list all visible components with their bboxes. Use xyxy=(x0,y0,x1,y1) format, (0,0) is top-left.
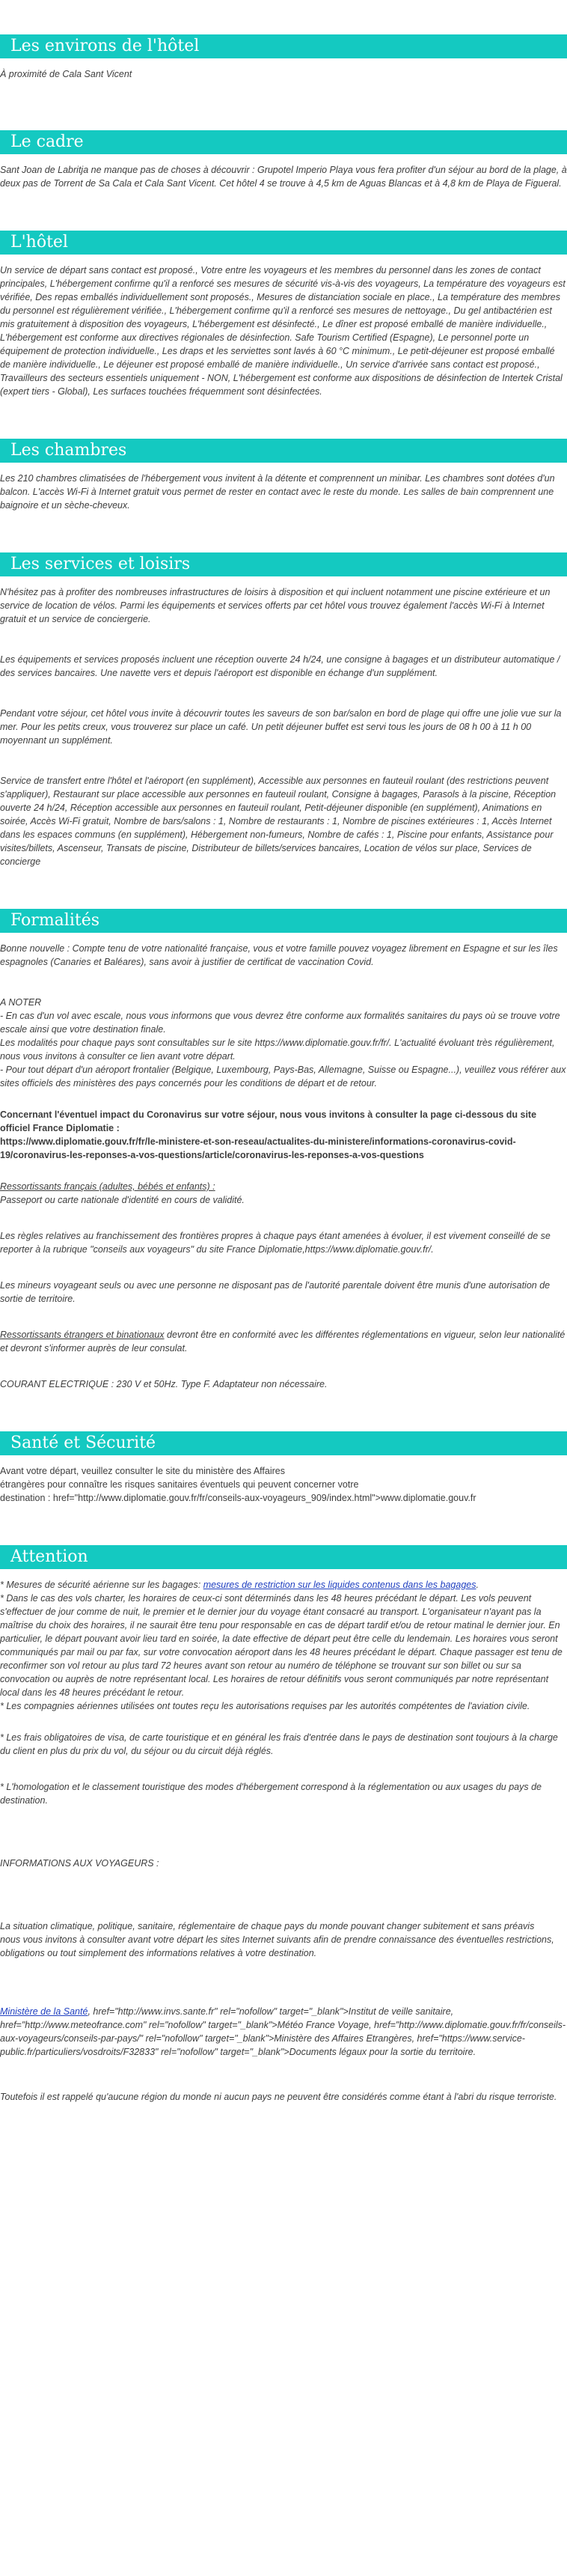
section-chambres xyxy=(0,409,567,512)
paragraph: Bonne nouvelle : Compte tenu de votre nationalité française, vous et votre famille pouvez voyagez librement en Espagne et sur les îles espagnoles (Canaries et Baléares), sans avoir à justifier de certificat de vaccination Covid. xyxy=(0,943,558,967)
paragraph: Les mineurs voyageant seuls ou avec une personne ne disposant pas de l'autorité parentale doivent être munis d'une autorisation de sortie de territoire. xyxy=(0,1280,551,1304)
paragraph: Pendant votre séjour, cet hôtel vous invite à découvrir toutes les saveurs de son bar/salon en bord de plage qui offre une jolie vue sur la mer. Pour les petits creux, vous trouverez sur place un café. Un petit déjeuner buffet est servi tous les jours de 08 h 00 à 11 h 00 moyennant un supplément. xyxy=(0,708,562,746)
paragraph: * L'homologation et le classement touristique des modes d'hébergement correspond à la réglementation ou aux usages du pays de destination. xyxy=(0,1782,542,1806)
paragraph: À proximité de Cala Sant Vicent xyxy=(0,69,132,79)
paragraph: Un service de départ sans contact est proposé., Votre entre les voyageurs et les membres du personnel dans les zones de contact principales, L'hébergement confirme qu'il a renforcé ses mesures de sécurité vis-à-vis des voyageurs, La température des voyageurs est vérifiée, Des repas emballés individuellement sont proposés., Mesures de distanciation sociale en place., La température des membres du personnel est régulièrement vérifiée., L'hébergement confirme qu'il a renforcé ses mesures de nettoyage., Du gel antibactérien est mis gratuitement à disposition des voyageurs, L'hébergement est désinfecté., Le dîner est proposé emballé de manière individuelle., L'hébergement est conforme aux directives régionales de désinfection. Safe Tourism Certified (Espagne), Le personnel porte un équipement de protection individuelle., Les draps et les serviettes sont lavés à 60 °C minimum., Le petit-déjeuner est proposé emballé de manière individuelle., Le déjeuner est proposé emballé de manière individuelle., Un service d'arrivée sans contact est proposé., Travailleurs des secteurs essentiels uniquement - NON, L'hébergement est conforme aux dispositions de désinfection de Intertek Cristal (expert tiers - Global), Les surfaces touchées fréquemment sont désinfectées. xyxy=(0,265,566,397)
section-body xyxy=(0,1578,567,2104)
section-body xyxy=(0,942,567,1391)
paragraph: Les règles relatives au franchissement des frontières propres à chaque pays étant amenées à évoluer, il est vivement conseillé de se reporter à la rubrique "conseils aux voyageurs" du site France Diplomatie,https://www.diplomatie.gouv.fr/. xyxy=(0,1231,551,1255)
paragraph: La situation climatique, politique, sanitaire, réglementaire de chaque pays du monde pouvant changer subitement et sans préavis nous vous invitons à consulter avant votre départ les sites Internet suivants afin de prendre connaissance des éventuelles restrictions, obligations ou tout simplement des informations relatives à votre destination. xyxy=(0,1921,554,1958)
paragraph: Passeport ou carte nationale d'identité en cours de validité. xyxy=(0,1195,245,1205)
section-cadre xyxy=(0,91,567,190)
section-body xyxy=(0,1464,567,1505)
section-title: Attention xyxy=(0,1545,567,1569)
nationals-heading: Ressortissants étrangers et binationaux xyxy=(0,1330,165,1340)
section-title: Les environs de l'hôtel xyxy=(0,34,567,58)
paragraph: A NOTER - En cas d'un vol avec escale, nous vous informons que vous devrez être conforme aux formalités sanitaires du pays où se trouve votre escale ainsi que votre destination finale. Les modalités pour chaque pays sont consultables sur le site https://www.diplomatie.gouv.fr/fr/. L'actualité évoluant très régulièrement, nous vous invitons à consulter ce lien avant votre départ. - Pour tout départ d'un aéroport frontalier (Belgique, Luxembourg, Pays-Bas, Allemagne, Suisse ou Espagne...), veuillez vous référer aux sites officiels des ministères des pays concernés pour les conditions de départ et de retour. xyxy=(0,997,566,1088)
section-title: L'hôtel xyxy=(0,231,567,255)
paragraph xyxy=(0,1328,567,1355)
section-title: Les chambres xyxy=(0,439,567,463)
section-attention xyxy=(0,1515,567,2104)
section-body xyxy=(0,264,567,398)
paragraph: N'hésitez pas à profiter des nombreuses infrastructures de loisirs à disposition et qui incluent notamment une piscine extérieure et un service de location de vélos. Parmi les équipements et services offerts par cet hôtel vous trouvez également l'accès Wi-Fi à Internet gratuit et un service de conciergerie. xyxy=(0,587,551,624)
section-title: Les services et loisirs xyxy=(0,552,567,576)
ministere-sante-link[interactable]: Ministère de la Santé xyxy=(0,2006,88,2017)
section-title: Santé et Sécurité xyxy=(0,1431,567,1455)
paragraph: Les 210 chambres climatisées de l'hébergement vous invitent à la détente et comprennent un minibar. Les chambres sont dotées d'un balcon. L'accès Wi-Fi à Internet gratuit vous permet de rester en contact avec le reste du monde. Les salles de bain comprennent une baignoire et un sèche-cheveux. xyxy=(0,473,555,511)
paragraph: Service de transfert entre l'hôtel et l'aéroport (en supplément), Accessible aux personnes en fauteuil roulant (des restrictions peuvent s'appliquer), Restaurant sur place accessible aux personnes en fauteuil roulant, Consigne à bagages, Parasols à la piscine, Réception ouverte 24 h/24, Réception accessible aux personnes en fauteuil roulant, Petit-déjeuner disponible (en supplément), Animations en soirée, Accès Wi-Fi gratuit, Nombre de bars/salons : 1, Nombre de restaurants : 1, Nombre de piscines extérieures : 1, Accès Internet dans les espaces communs (en supplément), Hébergement non-fumeurs, Nombre de cafés : 1, Piscine pour enfants, Assistance pour visites/billets, Ascenseur, Transats de piscine, Distributeur de billets/services bancaires, Location de vélos sur place, Services de concierge xyxy=(0,776,557,867)
paragraph: Toutefois il est rappelé qu'aucune région du monde ni aucun pays ne peuvent être considérés comme étant à l'abri du risque terroriste. xyxy=(0,2092,557,2102)
liquids-restriction-link[interactable]: mesures de restriction sur les liquides contenus dans les bagages xyxy=(203,1580,476,1590)
section-body xyxy=(0,163,567,190)
charter-text: . * Dans le cas des vols charter, les horaires de ceux-ci sont déterminés dans les 48 heures précédant le départ. Les vols peuvent s'effectuer de jour comme de nuit, le premier et le dernier jour du voyage étant consacré au transport. L'organisateur n'ayant pas la maîtrise du choix des horaires, il ne saurait être tenu pour responsable en cas de départ tardif et/ou de retour matinal le dernier jour. En particulier, le départ pouvant avoir lieu tard en soirée, la date effective de départ peut être celle du lendemain. Les horaires vous seront communiqués par mail ou par fax, sur votre convocation aéroport dans les 48 heures précédant le départ. Chaque passager est tenu de reconfirmer son vol retour au plus tard 72 heures avant son retour au numéro de téléphone se trouvant sur son billet ou sur sa convocation ou auprès de notre représentant local. Les horaires de retour définitifs vous seront communiqués par notre représentant local dans les 48 heures précédant le retour. * Les compagnies aériennes utilisées ont toutes reçu les autorisations requises par les autorités compétentes de l'aviation civile. xyxy=(0,1580,563,1711)
section-body xyxy=(0,472,567,512)
section-body xyxy=(0,585,567,868)
section-title: Le cadre xyxy=(0,130,567,154)
section-services xyxy=(0,523,567,868)
paragraph xyxy=(0,2005,567,2059)
section-hotel xyxy=(0,201,567,398)
paragraph: COURANT ELECTRIQUE : 230 V et 50Hz. Type F. Adaptateur non nécessaire. xyxy=(0,1379,328,1389)
section-body xyxy=(0,67,567,81)
paragraph: Concernant l'éventuel impact du Coronavirus sur votre séjour, nous vous invitons à consulter la page ci-dessous du site officiel France Diplomatie : https://www.diplomatie.gouv.fr/fr/le-ministere-et-son-reseau/actualites-du-ministere/informations-coronavirus-covid-19/coronavirus-les-reponses-a-vos-questions/article/coronavirus-les-reponses-a-vos-questions xyxy=(0,1109,537,1160)
paragraph xyxy=(0,1578,567,1713)
paragraph: Avant votre départ, veuillez consulter le site du ministère des Affaires étrangères pour connaître les risques sanitaires éventuels qui peuvent concerner votre destination : href="http://www.diplomatie.gouv.fr/fr/conseils-aux-voyageurs_909/index.html">www.diplomatie.gouv.fr xyxy=(0,1466,476,1503)
paragraph: Sant Joan de Labritja ne manque pas de choses à découvrir : Grupotel Imperio Playa vous fera profiter d'un séjour au bord de la plage, à deux pas de Torrent de Sa Cala et Cala Sant Vicent. Cet hôtel 4 se trouve à 4,5 km de Aguas Blancas et à 4,8 km de Playa de Figueral. xyxy=(0,165,567,189)
links-text: , href="http://www.invs.sante.fr" rel="nofollow" target="_blank">Institut de veille sanitaire, href="http://www.meteofrance.com" rel="nofollow" target="_blank">Météo France Voyage, href="http://www.diplomatie.gouv.fr/fr/conseils-aux-voyageurs/conseils-par-pays/" rel="nofollow" target="_blank">Ministère des Affaires Etrangères, href="https://www.service-public.fr/particuliers/vosdroits/F32833" rel="nofollow" target="_blank">Documents légaux pour la sortie du territoire. xyxy=(0,2006,566,2057)
paragraph: INFORMATIONS AUX VOYAGEURS : xyxy=(0,1858,159,1869)
paragraph: * Les frais obligatoires de visa, de carte touristique et en général les frais d'entrée dans le pays de destination sont toujours à la charge du client en plus du prix du vol, du séjour ou du circuit déjà réglés. xyxy=(0,1732,558,1756)
section-formalites xyxy=(0,879,567,1391)
paragraph: Les équipements et services proposés incluent une réception ouverte 24 h/24, une consigne à bagages et un distributeur automatique / des services bancaires. Une navette vers et depuis l'aéroport est disponible en échange d'un supplément. xyxy=(0,654,560,678)
section-sante xyxy=(0,1401,567,1505)
section-environs xyxy=(0,0,567,81)
bagage-intro: * Mesures de sécurité aérienne sur les bagages: xyxy=(0,1580,203,1590)
paragraph: Ressortissants français (adultes, bébés et enfants) : xyxy=(0,1181,215,1192)
nationals-text: devront être en conformité avec les différentes réglementations en vigueur, selon leur nationalité et devront s'informer auprès de leur consulat. xyxy=(0,1330,566,1354)
section-title: Formalités xyxy=(0,909,567,933)
